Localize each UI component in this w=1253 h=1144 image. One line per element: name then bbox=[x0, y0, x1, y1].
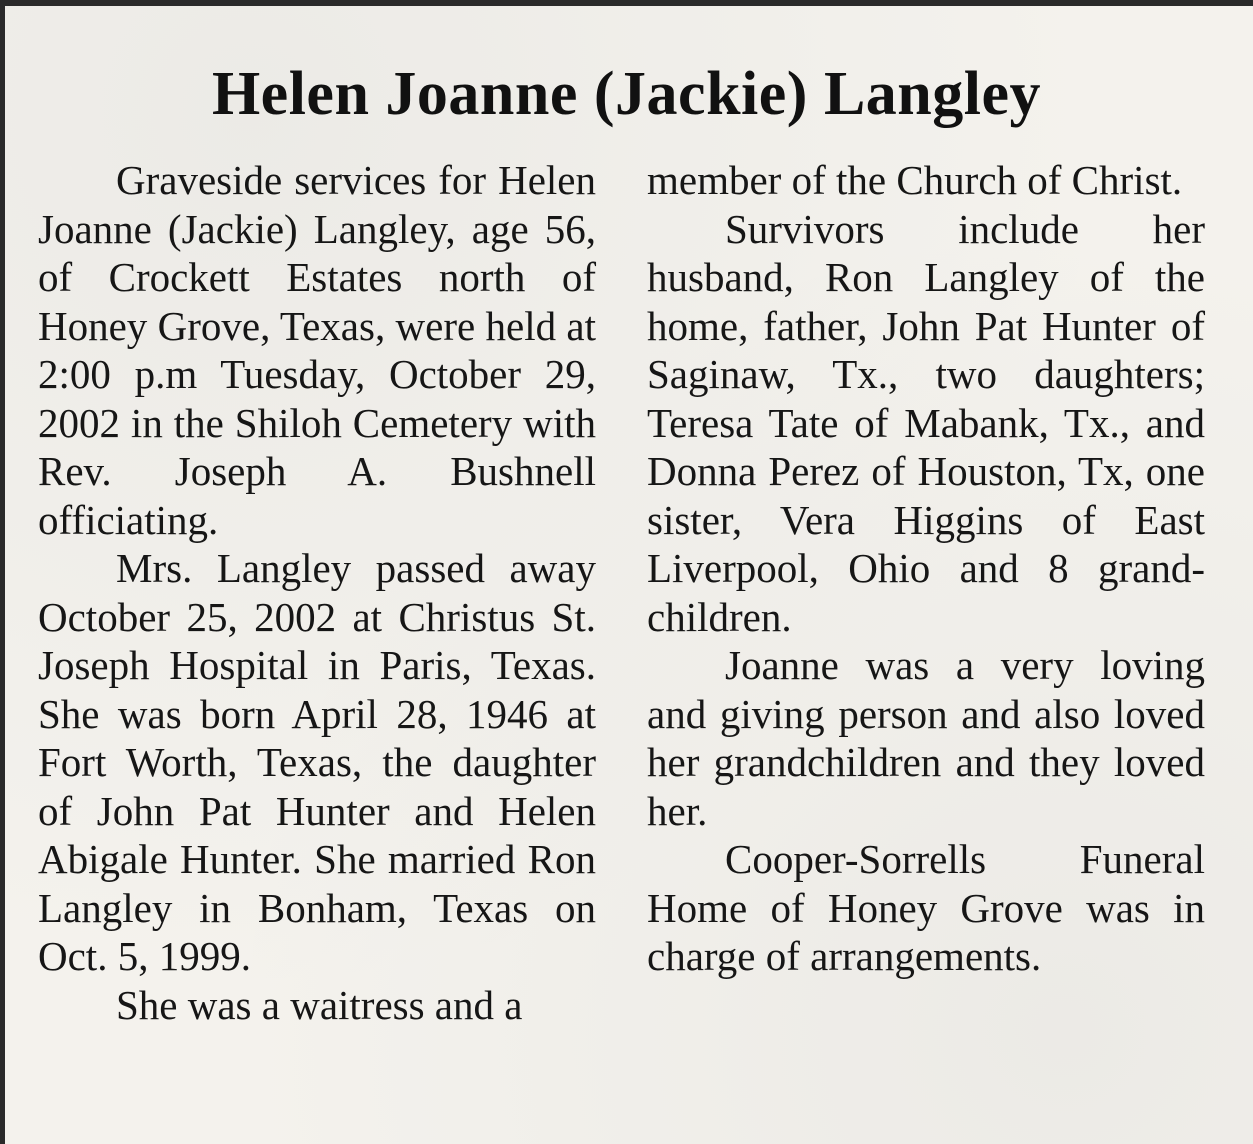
paragraph-graveside-services: Graveside services for Helen Joanne (Jackie) Langley, age 56, of Crockett Estates north of Honey Grove, Texas, were held at 2:00 p.m Tuesday, October 29, 2002 in the Shiloh Cemetery with Rev. Joseph A. Bushnell officiating. bbox=[38, 157, 596, 543]
right-column bbox=[647, 156, 1205, 981]
left-column bbox=[38, 156, 596, 1029]
clipping-left-edge bbox=[0, 0, 5, 1144]
paragraph-survivors: Survivors include her husband, Ron Langley of the home, father, John Pat Hunter of Saginaw, Tx., two daughters; Teresa Tate of Mabank, Tx., and Donna Perez of Houston, Tx, one sister, Vera Higgins of East Liverpool, Ohio and 8 grand-children. bbox=[647, 205, 1205, 640]
obituary-headline: Helen Joanne (Jackie) Langley bbox=[211, 60, 1042, 128]
paragraph-biography: Mrs. Langley passed away October 25, 2002 at Christus St. Joseph Hospital in Paris, Texas. She was born April 28, 1946 at Fort Worth, Texas, the daughter of John Pat Hunter and Helen Abigale Hunter. She married Ron Langley in Bonham, Texas on Oct. 5, 1999. bbox=[38, 545, 596, 979]
clipping-top-edge bbox=[0, 0, 1253, 6]
paragraph-tribute: Joanne was a very loving and giving person and also loved her grandchildren and they loved her. bbox=[647, 642, 1205, 834]
paragraph-occupation-start: She was a waitress and a bbox=[116, 981, 523, 1028]
paragraph-arrangements: Cooper-Sorrells Funeral Home of Honey Grove was in charge of arrangements. bbox=[647, 836, 1205, 979]
paragraph-occupation-end: member of the Church of Christ. bbox=[647, 157, 1183, 203]
